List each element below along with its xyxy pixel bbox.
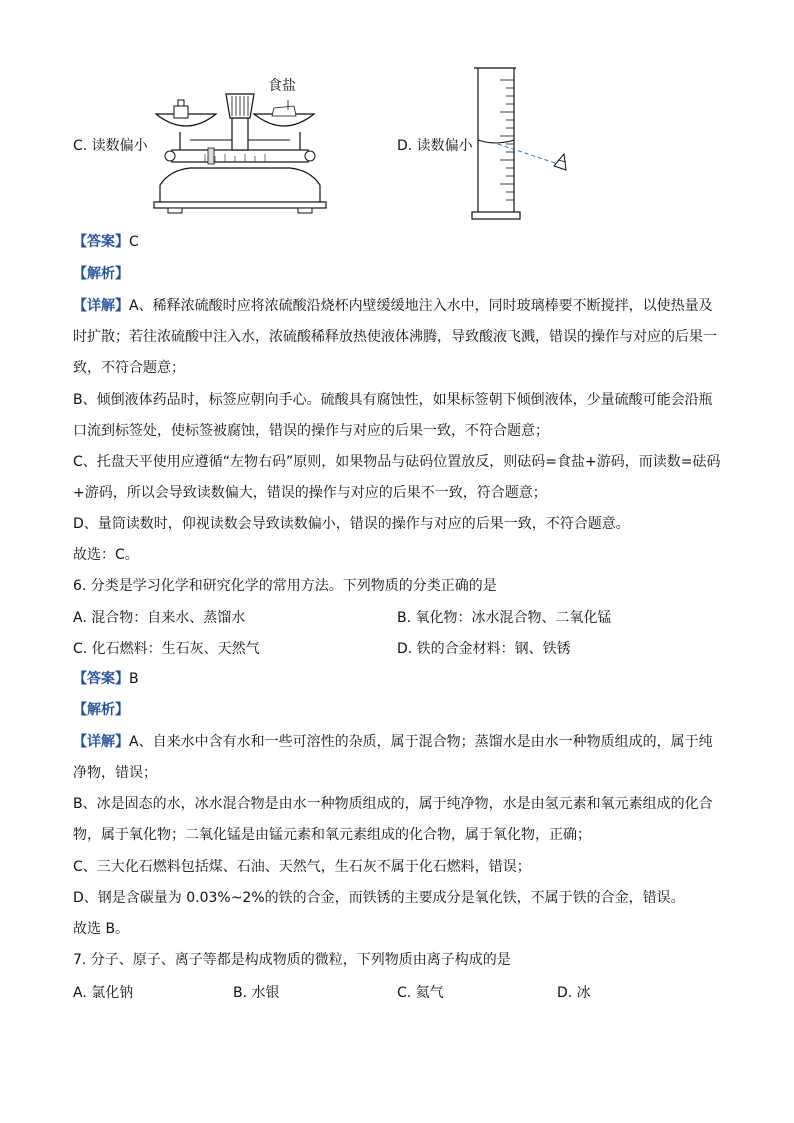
answer-value: B — [129, 671, 139, 687]
salt-label: 食盐 — [268, 78, 296, 94]
balance-illustration — [150, 70, 330, 215]
q6-detail-line-3: B、冰是固态的水，冰水混合物是由水一种物质组成的，属于纯净物，水是由氢元素和氧元素组成的化合 — [73, 796, 713, 812]
q6-detail-line-1: 【详解】A、自来水中含有水和一些可溶性的杂质，属于混合物；蒸馏水是由水一种物质组成的，属于纯 — [73, 734, 713, 750]
q6-option-c: C. 化石燃料：生石灰、天然气 — [73, 641, 260, 657]
q6-detail-line-6: D、钢是含碳量为 0.03%~2%的铁的合金，而铁锈的主要成分是氧化铁，不属于铁的合金，错误。 — [73, 890, 685, 906]
q6-analysis-tag: 【解析】 — [73, 702, 129, 718]
q5-detail-line-7: +游码，所以会导致读数偏大，错误的操作与对应的后果不一致，符合题意； — [73, 485, 547, 501]
answer-value: C — [129, 234, 139, 250]
detail-tag: 【详解】 — [73, 734, 129, 750]
q5-detail-line-6: C、托盘天平使用应遵循“左物右码”原则，如果物品与砝码位置放反，则砝码=食盐+游码，而读数=砝码 — [73, 454, 721, 470]
q5-detail-line-8: D、量筒读数时，仰视读数会导致读数偏小，错误的操作与对应的后果一致，不符合题意。 — [73, 516, 630, 532]
q7-option-d: D. 冰 — [557, 985, 591, 1001]
q6-answer — [73, 669, 139, 689]
option-c-balance-label: C. 读数偏小 — [73, 138, 148, 154]
detail-tag: 【详解】 — [73, 298, 129, 314]
q5-conclusion: 故选：C。 — [73, 547, 139, 563]
graduated-cylinder-illustration — [470, 66, 580, 222]
q5-detail-line-2: 时扩散；若往浓硫酸中注入水，浓硫酸稀释放热使液体沸腾，导致酸液飞溅，错误的操作与对应的后果一 — [73, 329, 717, 345]
q6-option-a: A. 混合物：自来水、蒸馏水 — [73, 610, 246, 626]
q5-analysis-tag: 【解析】 — [73, 266, 129, 282]
q5-detail-line-4: B、倾倒液体药品时，标签应朝向手心。硫酸具有腐蚀性，如果标签朝下倾倒液体，少量硫酸可能会沿瓶 — [73, 392, 713, 408]
q6-option-b: B. 氧化物：冰水混合物、二氧化锰 — [397, 610, 612, 626]
answer-tag: 【答案】 — [73, 234, 129, 250]
q6-conclusion: 故选 B。 — [73, 921, 130, 937]
q5-detail-line-5: 口流到标签处，使标签被腐蚀，错误的操作与对应的后果一致，不符合题意； — [73, 423, 549, 439]
q6-stem: 6. 分类是学习化学和研究化学的常用方法。下列物质的分类正确的是 — [73, 578, 497, 594]
q7-stem: 7. 分子、原子、离子等都是构成物质的微粒，下列物质由离子构成的是 — [73, 952, 511, 968]
q7-option-c: C. 氦气 — [397, 985, 444, 1001]
option-d-cylinder-label: D. 读数偏小 — [397, 138, 473, 154]
q5-answer — [73, 232, 139, 252]
answer-tag: 【答案】 — [73, 671, 129, 687]
q6-detail-line-4: 物，属于氧化物；二氧化锰是由锰元素和氧元素组成的化合物，属于氧化物，正确； — [73, 827, 591, 843]
q7-option-a: A. 氯化钠 — [73, 985, 134, 1001]
q6-detail-line-2: 净物，错误； — [73, 765, 157, 781]
q7-option-b: B. 水银 — [233, 985, 280, 1001]
q6-detail-line-5: C、三大化石燃料包括煤、石油、天然气，生石灰不属于化石燃料，错误； — [73, 859, 531, 875]
q5-detail-line-3: 致，不符合题意； — [73, 360, 185, 376]
q5-detail-line-1: 【详解】A、稀释浓硫酸时应将浓硫酸沿烧杯内壁缓缓地注入水中，同时玻璃棒要不断搅拌，以使热量及 — [73, 298, 713, 314]
q6-option-d: D. 铁的合金材料：钢、铁锈 — [397, 641, 571, 657]
